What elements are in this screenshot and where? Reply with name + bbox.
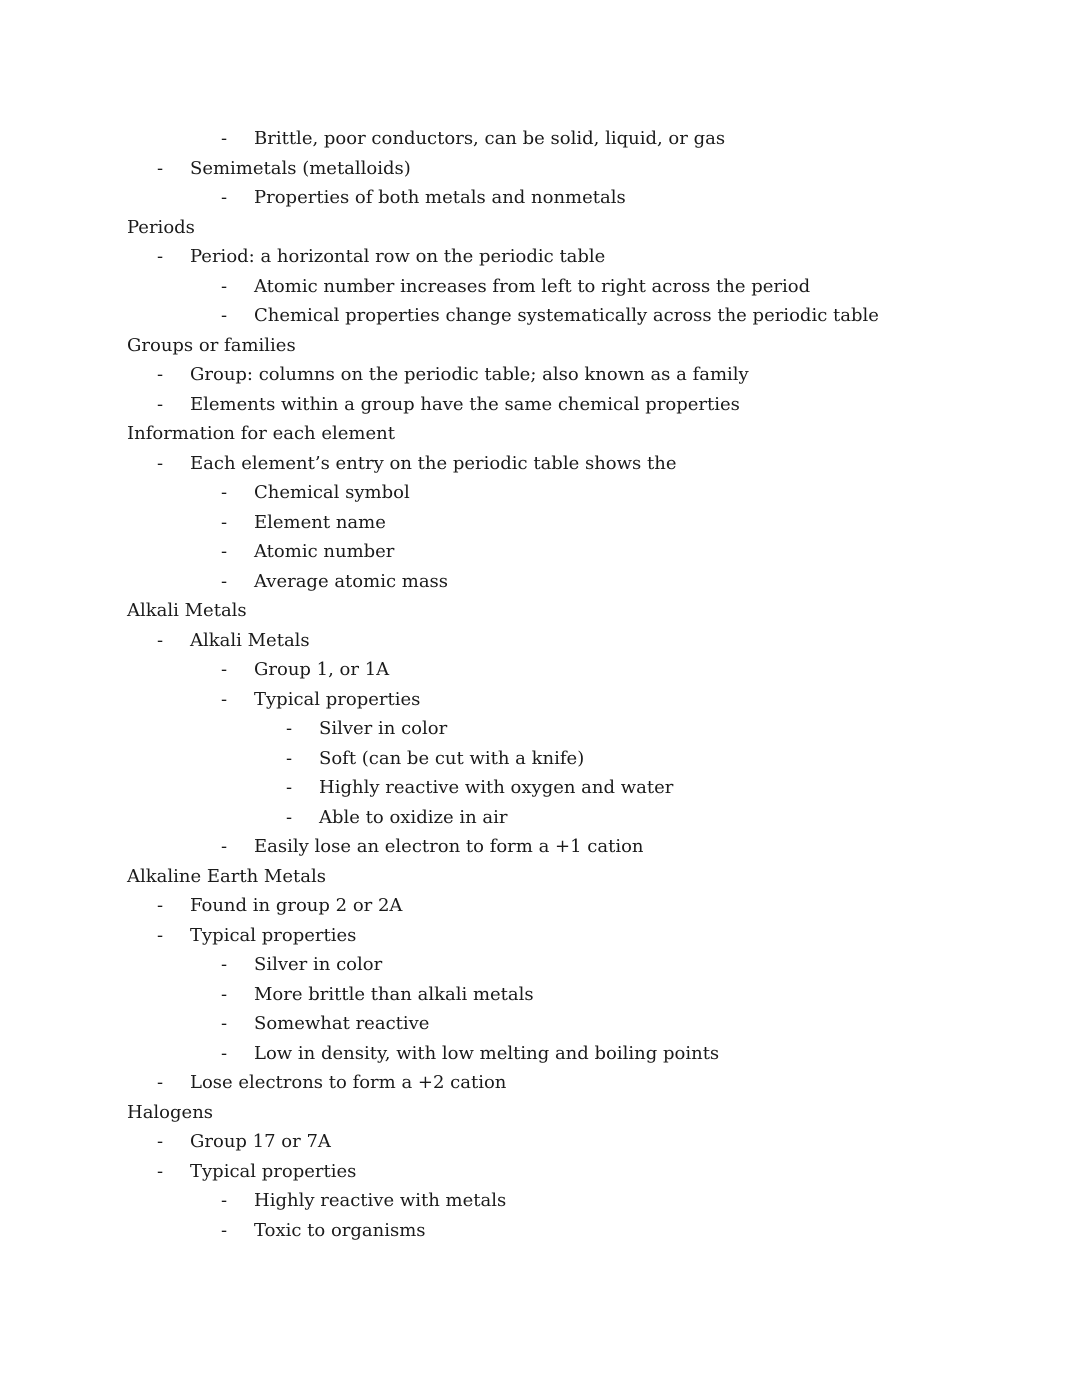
list-item-text: Typical properties [190, 1160, 357, 1182]
list-item [0, 714, 1080, 744]
list-item-text: Semimetals (metalloids) [190, 157, 411, 179]
bullet-dash: - [221, 659, 228, 680]
list-item [0, 744, 1080, 774]
list-item [0, 891, 1080, 921]
list-item [0, 567, 1080, 597]
list-item [0, 449, 1080, 479]
bullet-dash: - [221, 1219, 228, 1241]
list-item [0, 862, 1080, 892]
list-item [0, 390, 1080, 420]
list-item-text: Each element’s entry on the periodic table shows the [190, 452, 677, 474]
list-item [0, 419, 1080, 449]
list-item [0, 301, 1080, 331]
bullet-dash: - [157, 924, 164, 946]
list-item-text: Groups or families [127, 334, 296, 356]
list-item-text: Element name [254, 511, 386, 533]
list-item [0, 655, 1080, 685]
list-item-text: Typical properties [190, 924, 357, 946]
list-item-text: Elements within a group have the same chemical properties [190, 393, 740, 415]
bullet-dash: - [221, 836, 228, 857]
bullet-dash: - [221, 305, 228, 326]
list-item-text: Toxic to organisms [254, 1219, 426, 1241]
list-item [0, 1009, 1080, 1039]
list-item [0, 124, 1080, 154]
bullet-dash: - [221, 954, 228, 975]
list-item [0, 242, 1080, 272]
list-item-text: Group: columns on the periodic table; also known as a family [190, 364, 749, 385]
list-item [0, 1186, 1080, 1216]
list-item [0, 980, 1080, 1010]
list-item-text: Group 17 or 7A [190, 1131, 331, 1152]
list-item-text: Highly reactive with oxygen and water [319, 777, 674, 798]
list-item [0, 626, 1080, 656]
list-item-text: Lose electrons to form a +2 cation [190, 1072, 507, 1093]
list-item [0, 1216, 1080, 1246]
list-item [0, 685, 1080, 715]
list-item [0, 272, 1080, 302]
bullet-dash: - [286, 806, 293, 828]
list-item-text: Soft (can be cut with a knife) [319, 747, 585, 769]
list-item [0, 596, 1080, 626]
bullet-dash: - [221, 541, 228, 562]
notes-outline-list [0, 124, 1080, 1245]
list-item-text: Atomic number increases from left to right across the period [254, 275, 811, 297]
list-item-text: Highly reactive with metals [254, 1190, 507, 1211]
bullet-dash: - [286, 718, 293, 739]
list-item [0, 537, 1080, 567]
list-item-text: Typical properties [254, 688, 421, 710]
list-item-text: Information for each element [127, 423, 395, 444]
list-item [0, 1157, 1080, 1187]
list-item-text: Atomic number [254, 541, 395, 562]
list-item [0, 360, 1080, 390]
list-item-text: Found in group 2 or 2A [190, 895, 403, 916]
list-item-text: Somewhat reactive [254, 1013, 430, 1034]
bullet-dash: - [157, 895, 164, 916]
list-item [0, 1068, 1080, 1098]
list-item-text: Easily lose an electron to form a +1 cation [254, 836, 644, 857]
list-item [0, 183, 1080, 213]
list-item [0, 154, 1080, 184]
list-item-text: Chemical properties change systematically across the periodic table [254, 305, 879, 326]
list-item-text: Chemical symbol [254, 482, 410, 503]
bullet-dash: - [221, 482, 228, 503]
list-item [0, 331, 1080, 361]
bullet-dash: - [221, 688, 228, 710]
bullet-dash: - [157, 1160, 164, 1182]
list-item [0, 478, 1080, 508]
list-item [0, 1098, 1080, 1128]
list-item-text: Silver in color [319, 718, 448, 739]
list-item [0, 508, 1080, 538]
bullet-dash: - [221, 187, 228, 208]
bullet-dash: - [221, 511, 228, 533]
list-item-text: Halogens [127, 1101, 214, 1123]
list-item-text: Average atomic mass [254, 570, 449, 592]
bullet-dash: - [157, 1131, 164, 1152]
bullet-dash: - [157, 157, 164, 179]
list-item-text: Alkali Metals [127, 600, 247, 621]
list-item-text: Periods [127, 216, 195, 238]
bullet-dash: - [157, 452, 164, 474]
bullet-dash: - [221, 1190, 228, 1211]
bullet-dash: - [157, 629, 164, 651]
bullet-dash: - [221, 1013, 228, 1034]
list-item-text: Alkaline Earth Metals [127, 865, 326, 887]
bullet-dash: - [157, 393, 164, 415]
bullet-dash: - [157, 246, 164, 267]
list-item-text: Brittle, poor conductors, can be solid, liquid, or gas [254, 128, 726, 149]
list-item [0, 832, 1080, 862]
bullet-dash: - [157, 1072, 164, 1093]
bullet-dash: - [221, 570, 228, 592]
list-item [0, 1127, 1080, 1157]
bullet-dash: - [221, 275, 228, 297]
bullet-dash: - [157, 364, 164, 385]
list-item [0, 1039, 1080, 1069]
bullet-dash: - [286, 777, 293, 798]
list-item [0, 803, 1080, 833]
list-item-text: Low in density, with low melting and boiling points [254, 1042, 720, 1064]
list-item-text: Group 1, or 1A [254, 659, 390, 680]
list-item [0, 773, 1080, 803]
bullet-dash: - [221, 1042, 228, 1064]
bullet-dash: - [286, 747, 293, 769]
bullet-dash: - [221, 128, 228, 149]
list-item-text: Alkali Metals [190, 629, 310, 651]
list-item-text: Silver in color [254, 954, 383, 975]
list-item [0, 950, 1080, 980]
list-item-text: Able to oxidize in air [319, 806, 508, 828]
list-item [0, 921, 1080, 951]
list-item-text: Period: a horizontal row on the periodic table [190, 246, 606, 267]
list-item [0, 213, 1080, 243]
list-item-text: More brittle than alkali metals [254, 983, 534, 1005]
bullet-dash: - [221, 983, 228, 1005]
list-item-text: Properties of both metals and nonmetals [254, 187, 626, 208]
